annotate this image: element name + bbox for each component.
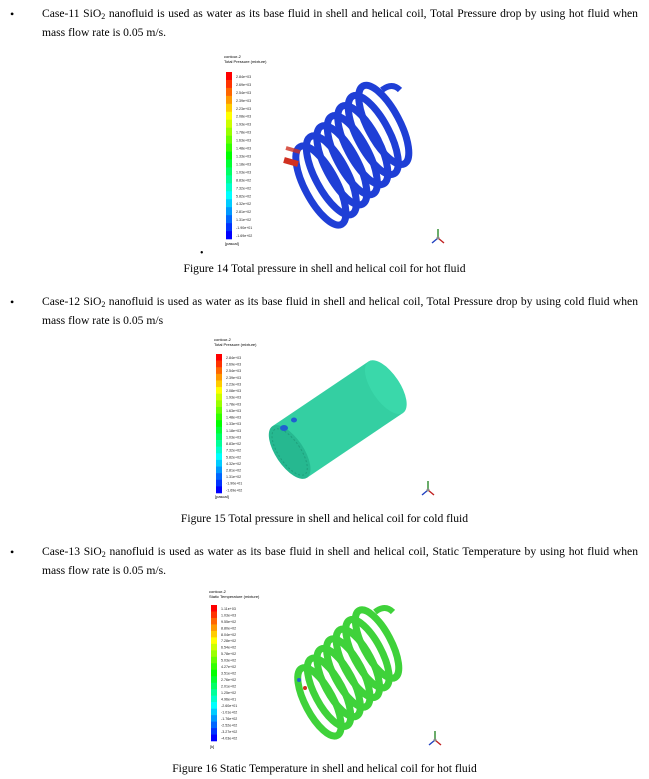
- legend-tick-label: 7.28e+02: [221, 639, 237, 644]
- colorbar-segment: [216, 473, 222, 480]
- legend-tick-label: 1.18e+03: [226, 428, 242, 433]
- colorbar-segment: [211, 624, 217, 631]
- legend-tick-label: 1.63e+03: [236, 138, 252, 143]
- legend-tick-label: 2.54e+03: [236, 90, 252, 95]
- colorbar-segment: [211, 709, 217, 716]
- legend-tick-label: 8.83e+02: [236, 178, 252, 183]
- case-12-bullet: •: [10, 295, 15, 309]
- legend-title-1: contour-2: [224, 54, 241, 59]
- case-12-text-pre: Case-12 SiO: [42, 295, 102, 308]
- legend-tick-label: 1.31e+02: [236, 218, 252, 223]
- colorbar-segment: [216, 433, 222, 440]
- colorbar-segment: [211, 689, 217, 696]
- legend-tick-label: 5.82e+02: [226, 455, 242, 460]
- legend-tick-label: 2.23e+03: [236, 106, 252, 111]
- legend-tick-label: 1.48e+03: [236, 146, 252, 151]
- legend-tick-label: -1.69e+02: [236, 234, 253, 239]
- legend-tick-label: 1.03e+03: [236, 170, 252, 175]
- colorbar-segment: [226, 215, 232, 223]
- legend-title-2: Total Pressure (mixture): [224, 59, 267, 64]
- legend-tick-label: 4.96e+01: [221, 697, 237, 702]
- colorbar-segment: [226, 231, 232, 239]
- case-13-text-sub: 2: [101, 550, 106, 559]
- colorbar-segment: [226, 120, 232, 128]
- axis-triad: [432, 229, 444, 243]
- colorbar-segment: [216, 460, 222, 467]
- colorbar-segment: [226, 223, 232, 231]
- legend-title-1: contour-2: [209, 589, 226, 594]
- colorbar-segment: [211, 696, 217, 703]
- legend-tick-label: -2.60e+01: [221, 704, 238, 708]
- colorbar-segment: [211, 715, 217, 722]
- legend-tick-label: 2.81e+02: [226, 468, 242, 473]
- colorbar-segment: [216, 380, 222, 387]
- colorbar-segment: [216, 354, 222, 361]
- legend-tick-label: 1.33e+03: [236, 154, 252, 159]
- colorbar-segment: [211, 605, 217, 612]
- legend-tick-label: 7.32e+02: [236, 186, 252, 191]
- colorbar-segment: [226, 112, 232, 120]
- colorbar-segment: [226, 80, 232, 88]
- figure-14-caption: Figure 14 Total pressure in shell and helical coil for hot fluid: [183, 262, 466, 275]
- colorbar-segment: [216, 420, 222, 427]
- colorbar-segment: [211, 676, 217, 683]
- colorbar-segment: [216, 374, 222, 381]
- legend-tick-label: 1.18e+03: [236, 162, 252, 167]
- colorbar-segment: [216, 447, 222, 454]
- legend-tick-label: 2.54e+03: [226, 369, 242, 374]
- colorbar-segment: [226, 96, 232, 104]
- legend-tick-label: 5.82e+02: [236, 194, 252, 199]
- colorbar-segment: [226, 104, 232, 112]
- colorbar-segment: [226, 136, 232, 144]
- colorbar-segment: [226, 128, 232, 136]
- legend-tick-label: 4.32e+02: [226, 461, 242, 466]
- colorbar-segment: [211, 631, 217, 638]
- figure-14: [222, 52, 458, 248]
- legend-tick-label: 9.55e+02: [221, 619, 237, 624]
- colorbar-segment: [226, 183, 232, 191]
- legend-tick-label: 8.04e+02: [221, 632, 237, 637]
- legend-tick-label: -1.01e+02: [221, 710, 238, 715]
- legend-tick-label: -3.27e+02: [221, 729, 238, 734]
- colorbar-segment: [211, 735, 217, 742]
- colorbar-segment: [211, 657, 217, 664]
- legend-colorbar: [216, 354, 222, 493]
- colorbar-segment: [226, 167, 232, 175]
- legend-tick-label: 2.84e+03: [236, 74, 252, 79]
- legend-tick-label: 2.39e+03: [226, 375, 242, 380]
- colorbar-segment: [226, 207, 232, 215]
- colorbar-segment: [211, 637, 217, 644]
- legend-unit: [pascal]: [225, 241, 239, 246]
- legend-tick-label: 2.23e+03: [226, 382, 242, 387]
- axis-triad: [429, 731, 441, 745]
- stray-bullet: •: [200, 248, 204, 259]
- legend-tick-label: 5.03e+02: [221, 658, 237, 663]
- legend-tick-label: 1.11e+03: [221, 606, 236, 611]
- legend-title-1: contour-2: [214, 337, 231, 342]
- legend-unit: [pascal]: [215, 494, 229, 499]
- legend-tick-label: 2.69e+03: [226, 362, 242, 367]
- colorbar-segment: [211, 728, 217, 735]
- legend-tick-label: -1.90e+01: [236, 226, 253, 231]
- legend-tick-label: -2.52e+02: [221, 723, 238, 728]
- case-13-bullet: •: [10, 545, 15, 559]
- legend-tick-label: 1.78e+03: [226, 402, 242, 407]
- legend-title-2: Total Pressure (mixture): [214, 342, 257, 347]
- colorbar-segment: [216, 414, 222, 421]
- legend-ticks: [226, 356, 242, 492]
- legend-tick-label: 1.25e+02: [221, 691, 237, 696]
- colorbar-segment: [216, 394, 222, 401]
- figure-16: [207, 588, 447, 752]
- legend-tick-label: 1.78e+03: [236, 130, 252, 135]
- colorbar-segment: [216, 400, 222, 407]
- colorbar-segment: [216, 440, 222, 447]
- legend-tick-label: 2.08e+03: [226, 389, 242, 394]
- case-11-text-pre: Case-11 SiO: [42, 7, 102, 20]
- colorbar-segment: [216, 486, 222, 493]
- legend-tick-label: 1.33e+03: [226, 422, 242, 427]
- legend-tick-label: 2.76e+02: [221, 678, 237, 683]
- legend-tick-label: 1.03e+03: [226, 435, 242, 440]
- colorbar-segment: [211, 618, 217, 625]
- colorbar-segment: [216, 467, 222, 474]
- colorbar-segment: [211, 722, 217, 729]
- figure-16-caption: Figure 16 Static Temperature in shell and helical coil for hot fluid: [172, 762, 477, 775]
- colorbar-segment: [216, 453, 222, 460]
- figure-15: [212, 336, 442, 502]
- colorbar-segment: [211, 702, 217, 709]
- legend-tick-label: 2.69e+03: [236, 82, 252, 87]
- case-12-text: [42, 294, 638, 329]
- case-11-text-post: nanofluid is used as water as its base fluid in shell and helical coil, Total Pressure drop by using hot fluid when mass flow rate is 0.05 m/s.: [42, 7, 638, 39]
- colorbar-segment: [211, 650, 217, 657]
- legend-tick-label: 1.93e+03: [236, 122, 252, 127]
- colorbar-segment: [216, 367, 222, 374]
- case-12-text-post: nanofluid is used as water as its base fluid in shell and helical coil, Total Pressure drop by using cold fluid when mass flow rate is 0.05 m/s: [42, 295, 638, 327]
- legend-unit: [k]: [210, 744, 215, 749]
- legend-tick-label: 8.80e+02: [221, 626, 237, 631]
- colorbar-segment: [211, 683, 217, 690]
- colorbar-segment: [226, 152, 232, 160]
- colorbar-segment: [226, 175, 232, 183]
- colorbar-segment: [216, 387, 222, 394]
- colorbar-segment: [226, 199, 232, 207]
- legend-colorbar: [211, 605, 217, 741]
- colorbar-segment: [226, 88, 232, 96]
- legend-tick-label: 4.32e+02: [236, 202, 252, 207]
- case-11-bullet: •: [10, 7, 15, 21]
- legend-tick-label: 8.83e+02: [226, 442, 242, 447]
- legend-tick-label: 2.81e+02: [236, 210, 252, 215]
- colorbar-segment: [216, 361, 222, 368]
- legend-tick-label: 2.01e+02: [221, 684, 237, 689]
- legend-tick-label: -4.03e+02: [221, 736, 238, 741]
- colorbar-segment: [211, 663, 217, 670]
- case-13-text-pre: Case-13 SiO: [42, 545, 102, 558]
- colorbar-segment: [226, 159, 232, 167]
- case-11-text: [42, 6, 638, 41]
- colorbar-segment: [216, 480, 222, 487]
- legend-tick-label: -1.76e+02: [221, 716, 238, 721]
- shell-model: [261, 354, 415, 486]
- figure-15-caption: Figure 15 Total pressure in shell and helical coil for cold fluid: [180, 512, 469, 525]
- legend-tick-label: 5.78e+02: [221, 652, 237, 657]
- case-12-text-sub: 2: [101, 300, 106, 309]
- legend-tick-label: 1.48e+03: [226, 415, 242, 420]
- colorbar-segment: [211, 670, 217, 677]
- colorbar-segment: [211, 611, 217, 618]
- case-11-text-sub: 2: [101, 12, 106, 21]
- legend-tick-label: -1.69e+02: [226, 488, 243, 493]
- legend-tick-label: 2.84e+03: [226, 355, 242, 360]
- legend-title-2: Static Temperature (mixture): [209, 594, 260, 599]
- legend-ticks: [221, 607, 237, 741]
- case-13-text: [42, 544, 638, 579]
- legend-tick-label: 2.39e+03: [236, 98, 252, 103]
- colorbar-segment: [216, 427, 222, 434]
- colorbar-segment: [226, 144, 232, 152]
- legend-tick-label: -1.90e+01: [226, 481, 243, 486]
- legend-tick-label: 1.93e+03: [226, 395, 242, 400]
- colorbar-segment: [226, 191, 232, 199]
- axis-triad: [422, 481, 434, 495]
- legend-tick-label: 6.54e+02: [221, 645, 237, 650]
- helical-coil-model: [275, 79, 430, 232]
- legend-colorbar: [226, 72, 232, 239]
- legend-ticks: [236, 75, 252, 238]
- colorbar-segment: [216, 407, 222, 414]
- legend-tick-label: 2.08e+03: [236, 114, 252, 119]
- colorbar-segment: [226, 72, 232, 80]
- legend-tick-label: 1.31e+02: [226, 475, 242, 480]
- legend-tick-label: 3.51e+02: [221, 671, 237, 676]
- colorbar-segment: [211, 644, 217, 651]
- legend-tick-label: 7.32e+02: [226, 448, 242, 453]
- legend-tick-label: 1.63e+03: [226, 408, 242, 413]
- case-13-text-post: nanofluid is used as water as its base fluid in shell and helical coil, Static Temperature by using hot fluid when mass flow rate is 0.05 m/s.: [42, 545, 638, 577]
- legend-tick-label: 4.27e+02: [221, 665, 237, 670]
- helical-coil-model: [278, 604, 419, 742]
- legend-tick-label: 1.03e+03: [221, 613, 237, 618]
